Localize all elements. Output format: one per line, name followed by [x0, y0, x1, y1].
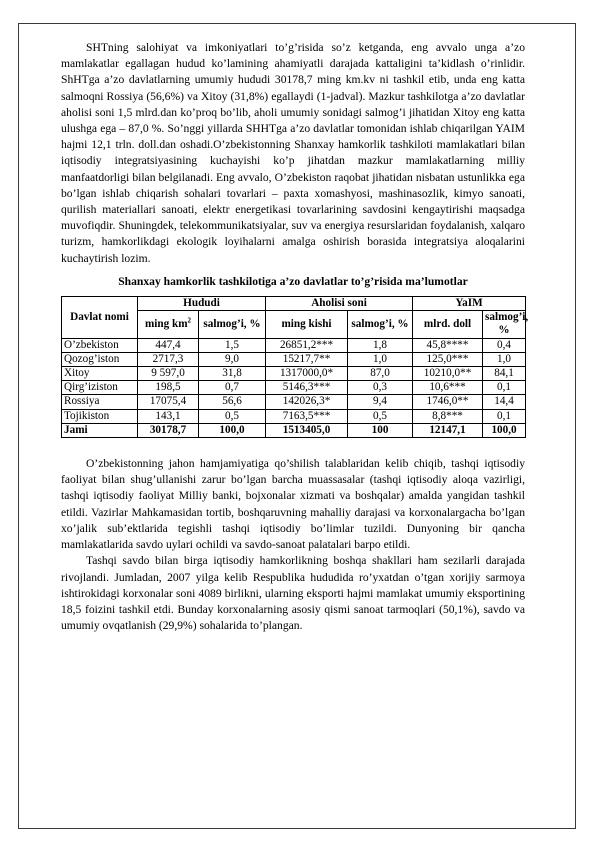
table-cell: 0,5	[199, 409, 266, 423]
table-cell: 0,1	[483, 409, 526, 423]
table-cell: 1,5	[199, 338, 266, 352]
body-paragraph-1: O’zbekistonning jahon hamjamiyatiga qo’shilish talablaridan kelib chiqib, tashqi iqtisodiy faoliyat bilan shug’ullanishi zarur bo’lgan barcha muassasalar (tashqi iqtisodiy aloqa vazirligi, tashqi iqtisodiy faoliyat Milliy banki, bojxonalar xizmati va boshqalar) amalda yangidan tashkil etildi. Vazirlar Mahkamasidan tortib, boshqaruvning mahalliy darajasi va korxonalargacha bo’lgan xo’jalik sub’ektlarida tegishli tashqi iqtisodiy bo’limlar tuzildi. Dunyoning bir qancha mamlakatlarida savdo uylari ochildi va savdo-sanoat palatalari barpo etildi.	[61, 457, 525, 552]
table-cell: 1746,0**	[413, 395, 483, 409]
table-cell: 9 597,0	[138, 367, 199, 381]
table-cell-country: Tojikiston	[62, 409, 138, 423]
table-cell: 8,8***	[413, 409, 483, 423]
table-cell: 142026,3*	[266, 395, 348, 409]
table-cell: 12147,1	[413, 423, 483, 437]
table-cell: 15217,7**	[266, 352, 348, 366]
table-cell: 14,4	[483, 395, 526, 409]
table-cell: 31,8	[199, 367, 266, 381]
table-cell-country: O’zbekiston	[62, 338, 138, 352]
table-cell: 0,7	[199, 381, 266, 395]
header-gdp-share: salmog’i, %	[483, 311, 526, 338]
table-row	[62, 409, 526, 423]
table-cell: 0,4	[483, 338, 526, 352]
header-area-value: ming $km^2$	[138, 311, 199, 338]
sco-members-table	[61, 296, 529, 438]
table-cell: 1513405,0	[266, 423, 348, 437]
table-total-row	[62, 423, 526, 437]
document-body	[61, 40, 529, 634]
table-cell: 447,4	[138, 338, 199, 352]
table-cell: 56,6	[199, 395, 266, 409]
header-pop-value: ming kishi	[266, 311, 348, 338]
table-row	[62, 395, 526, 409]
table-header-row	[62, 297, 526, 311]
table-cell: 2717,3	[138, 352, 199, 366]
table-cell: 0,1	[483, 381, 526, 395]
table-row	[62, 338, 526, 352]
table-cell-country: Jami	[62, 423, 138, 437]
table-row	[62, 367, 526, 381]
table-cell: 0,5	[348, 409, 413, 423]
table-row	[62, 352, 526, 366]
table-row	[62, 381, 526, 395]
header-gdp-value: mlrd. doll	[413, 311, 483, 338]
table-cell: 1,0	[348, 352, 413, 366]
table-cell: 30178,7	[138, 423, 199, 437]
table-cell: 100	[348, 423, 413, 437]
table-cell: 26851,2***	[266, 338, 348, 352]
table-cell: 100,0	[199, 423, 266, 437]
table-cell: 1317000,0*	[266, 367, 348, 381]
table-cell-country: Rossiya	[62, 395, 138, 409]
header-pop-share: salmog’i, %	[348, 311, 413, 338]
table-cell: 1,0	[483, 352, 526, 366]
table-cell: 10,6***	[413, 381, 483, 395]
table-caption: Shanxay hamkorlik tashkilotiga a’zo davlatlar to’g’risida ma’lumotlar	[118, 274, 468, 288]
table-cell-country: Xitoy	[62, 367, 138, 381]
table-cell: 1,8	[348, 338, 413, 352]
header-area-group: Hududi	[138, 297, 266, 311]
table-cell: 10210,0**	[413, 367, 483, 381]
table-cell: 45,8****	[413, 338, 483, 352]
header-gdp-group: YaIM	[413, 297, 526, 311]
body-paragraph-2: Tashqi savdo bilan birga iqtisodiy hamkorlikning boshqa shakllari ham sezilarli darajada rivojlandi. Jumladan, 2007 yilga kelib Respublika hududida ro’yxatdan o’tgan xorijiy sarmoya ishtirokidagi korxonalar soni 4089 birlikni, ularning eksporti hajmi mamlakat umumiy eksportining 18,5 foizini tashkil etdi. Bunday korxonalarning asosiy qismi sanoat tarmoqlari (50,1%), savdo va umumiy ovqatlanish (29,9%) sohalarida to’plangan.	[61, 554, 525, 633]
table-cell: 5146,3***	[266, 381, 348, 395]
table-cell: 143,1	[138, 409, 199, 423]
table-cell: 125,0***	[413, 352, 483, 366]
table-cell: 7163,5***	[266, 409, 348, 423]
table-cell: 17075,4	[138, 395, 199, 409]
table-cell: 0,3	[348, 381, 413, 395]
table-cell-country: Qozog’iston	[62, 352, 138, 366]
table-cell: 9,0	[199, 352, 266, 366]
intro-paragraph: SHTning salohiyat va imkoniyatlari to’g’risida so’z ketganda, eng avvalo unga a’zo mamlakatlar egallagan hudud ko’lamining ahamiyatli darajada kattaligini ta’kidlash o’rinlidir. ShHTga a’zo davlatlarning umumiy hududi 30178,7 ming km.kv ni tashkil etib, unda eng katta salmoqni Rossiya (56,6%) va Xitoy (31,8%) egallaydi (1-jadval). Mazkur tashkilotga a’zo davlatlar aholisi soni 1,5 mlrd.dan ko’proq bo’lib, aholi umumiy sonidagi salmog’i jihatidan Xitoy eng katta ulushga ega – 87,0 %. So’nggi yillarda SHHTga a’zo davlatlar tomonidan ishlab chiqarilgan YAIM hajmi 12,1 trln. doll.dan oshadi.O’zbekistonning Shanxay hamkorlik tashkiloti mamlakatlari bilan iqtisodiy integratsiyasining kuchayishi ko’p jihatdan mazkur mamlakatlarning milliy manfaatdorligi bilan belgilanadi. Eng avvalo, O’zbekiston raqobat jihatidan nisbatan ustunlikka ega bo’lgan ishlab chiqarish sohalari tovarlari – paxta xomashyosi, mashinasozlik, kimyo sanoati, qurilish materiallari sanoati, elektr energetikasi tovarlarining savdosini kengaytirishi maqsadga muvofiqdir. Shuningdek, telekommunikatsiyalar, suv va energiya resurslaridan foydalanish, xalqaro turizm, hamkorlikdagi ekologik loyihalarni amalga oshirish borasida integratsiya aloqalarini kuchaytirish lozim.	[61, 41, 525, 265]
header-country: Davlat nomi	[62, 297, 138, 339]
header-population-group: Aholisi soni	[266, 297, 413, 311]
table-cell: 9,4	[348, 395, 413, 409]
table-cell-country: Qirg’iziston	[62, 381, 138, 395]
table-cell: 87,0	[348, 367, 413, 381]
table-cell: 100,0	[483, 423, 526, 437]
table-cell: 198,5	[138, 381, 199, 395]
table-cell: 84,1	[483, 367, 526, 381]
header-area-share: salmog’i, %	[199, 311, 266, 338]
